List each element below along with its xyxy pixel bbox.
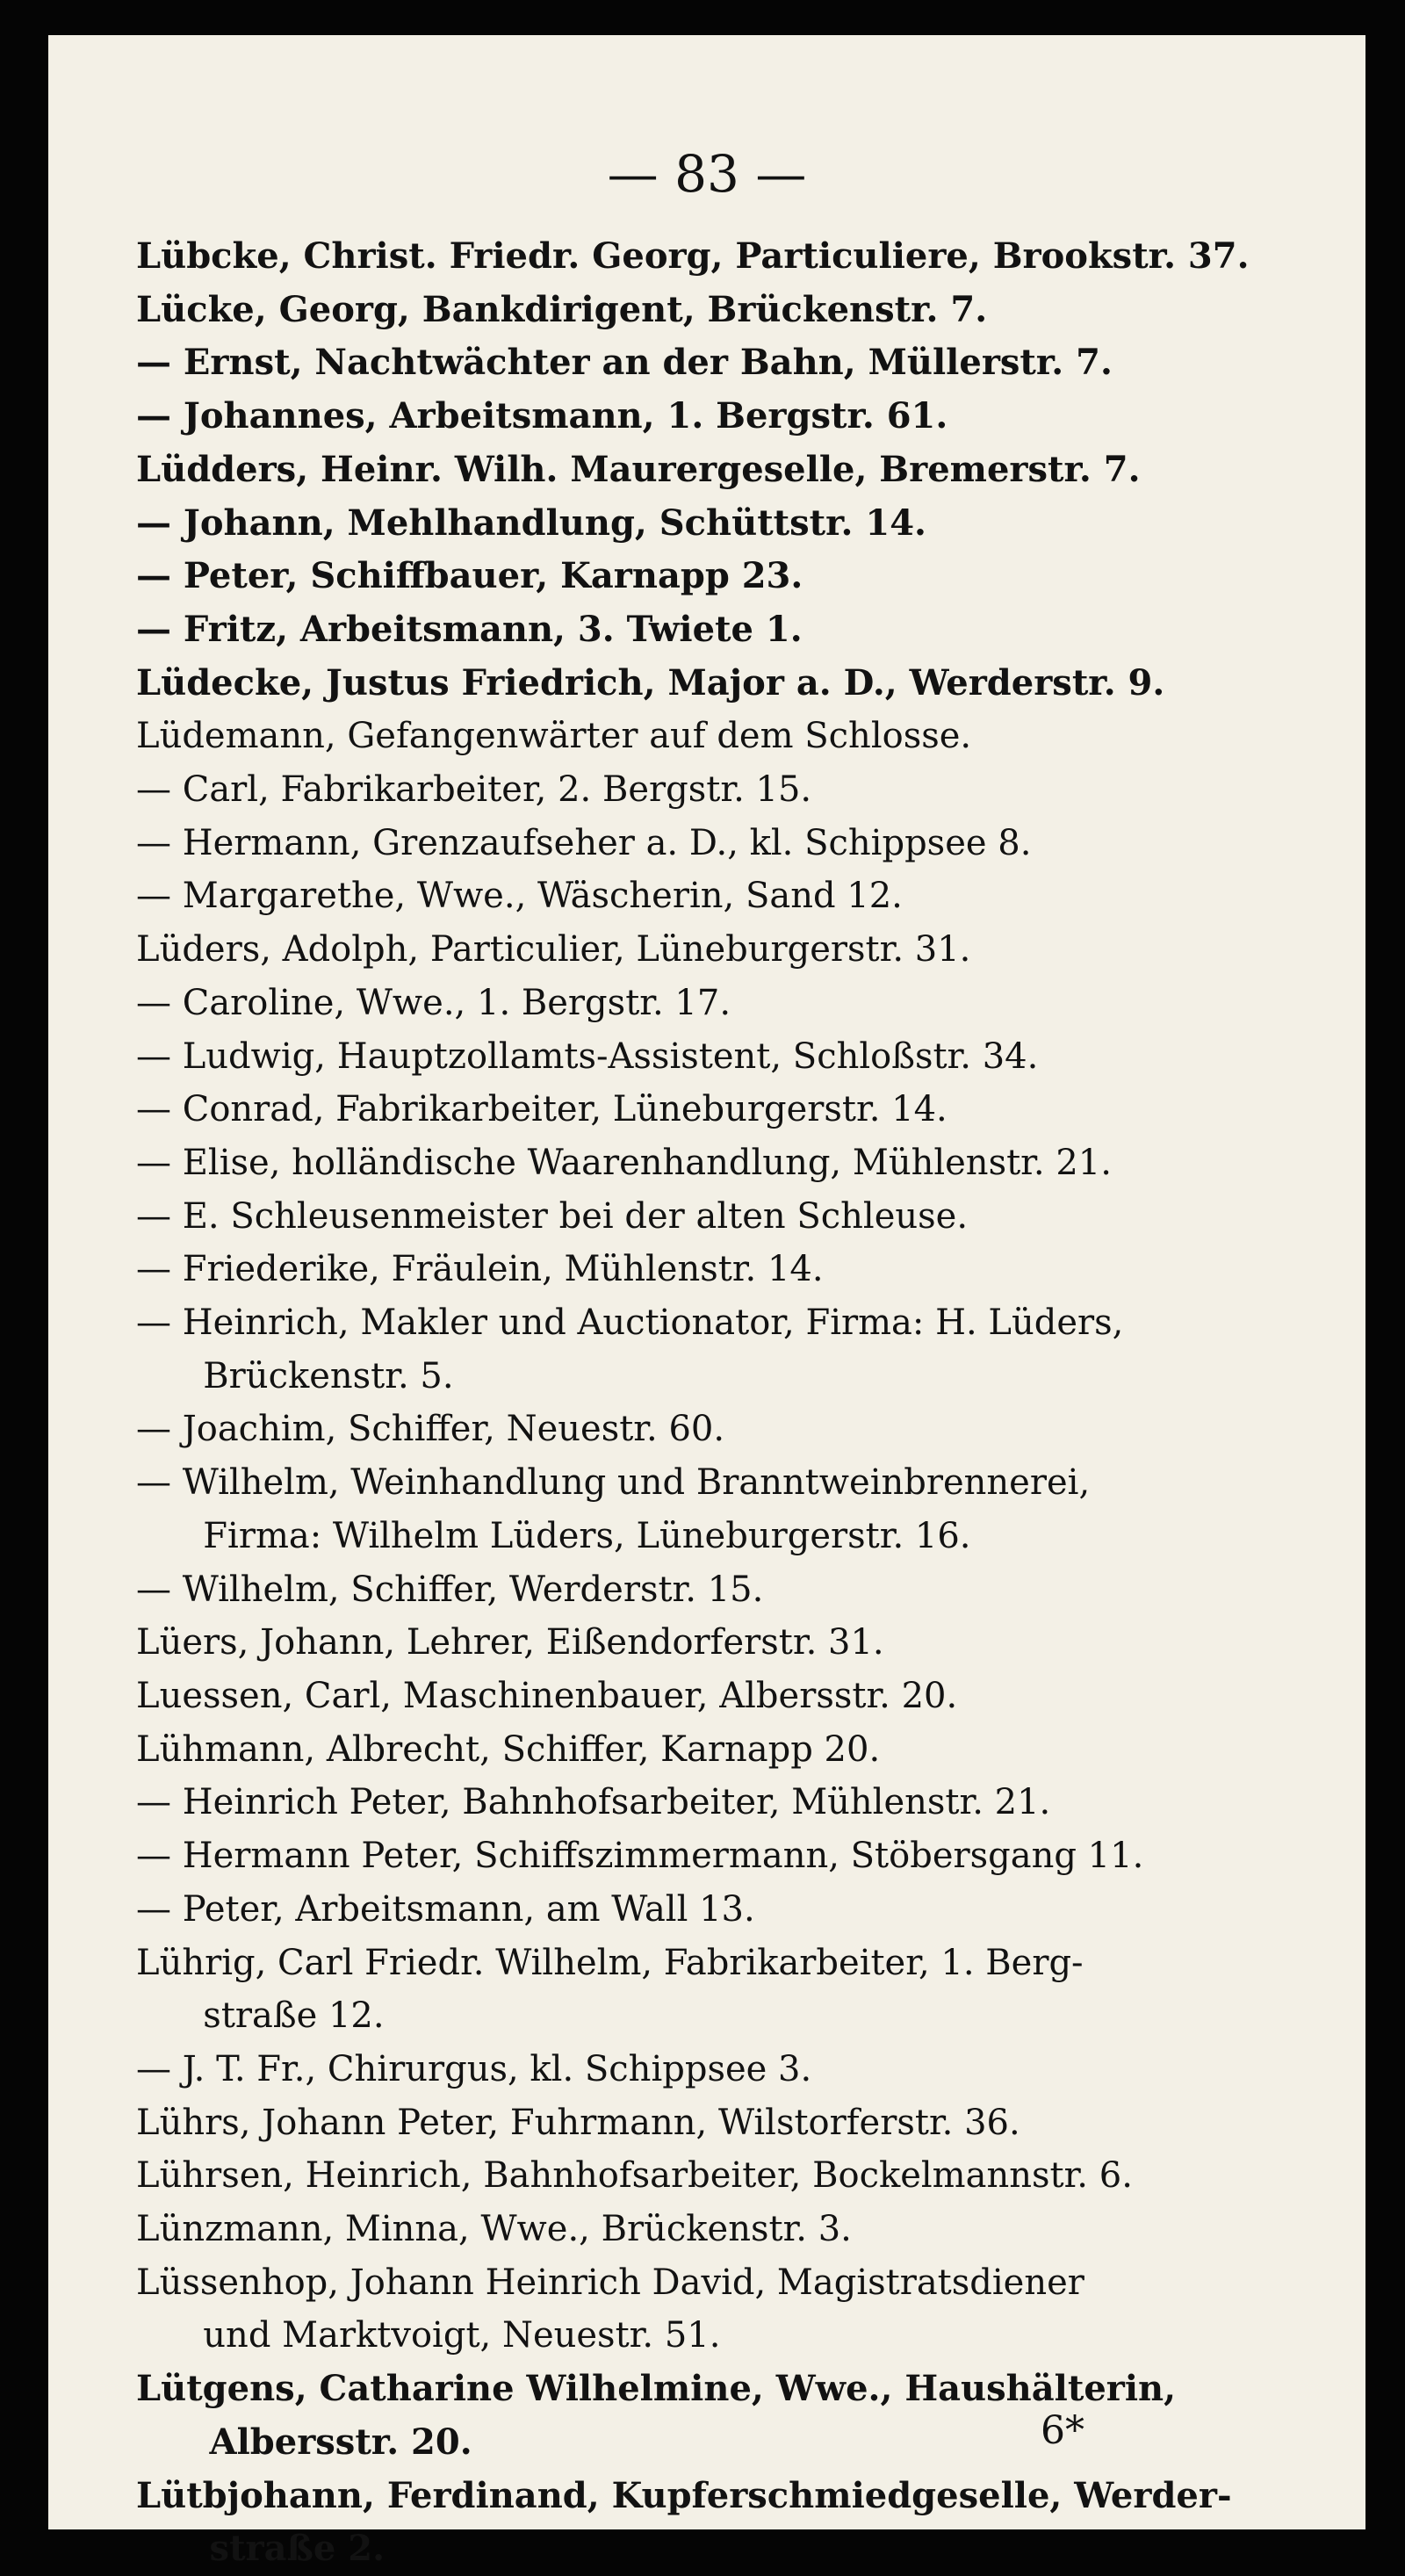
directory-entry: Lüdecke, Justus Friedrich, Major a. D., Werderstr. 9. — [136, 661, 1165, 704]
directory-entry: — Johann, Mehlhandlung, Schüttstr. 14. — [136, 501, 926, 544]
printer-signature-mark: 6* — [1041, 2408, 1084, 2453]
directory-entry: Lühmann, Albrecht, Schiffer, Karnapp 20. — [136, 1728, 881, 1770]
directory-entry: Lünzmann, Minna, Wwe., Brückenstr. 3. — [136, 2209, 852, 2250]
directory-entry: — Fritz, Arbeitsmann, 3. Twiete 1. — [136, 608, 803, 650]
directory-entry: Lüdders, Heinr. Wilh. Maurergeselle, Bremerstr. 7. — [136, 448, 1141, 490]
directory-entry: Lücke, Georg, Bankdirigent, Brückenstr. 7. — [136, 288, 988, 330]
directory-entry: — Hermann Peter, Schiffszimmermann, Stöbersgang 11. — [136, 1836, 1144, 1877]
directory-entry: Lührsen, Heinrich, Bahnhofsarbeiter, Bockelmannstr. 6. — [136, 2155, 1133, 2197]
directory-entry: — Caroline, Wwe., 1. Bergstr. 17. — [136, 982, 731, 1023]
directory-entry: Lüders, Adolph, Particulier, Lüneburgerstr. 31. — [136, 929, 971, 971]
directory-entry: — Hermann, Grenzaufseher a. D., kl. Schippsee 8. — [136, 822, 1032, 863]
directory-entry: Brückenstr. 5. — [136, 1355, 454, 1396]
directory-entry: — Elise, holländische Waarenhandlung, Mühlenstr. 21. — [136, 1142, 1112, 1183]
directory-entry: — Johannes, Arbeitsmann, 1. Bergstr. 61. — [136, 395, 948, 437]
directory-entry: Lütgens, Catharine Wilhelmine, Wwe., Haushälterin, — [136, 2368, 1177, 2410]
directory-entry: — Peter, Schiffbauer, Karnapp 23. — [136, 555, 803, 597]
directory-entry: Lührig, Carl Friedr. Wilhelm, Fabrikarbeiter, 1. Berg- — [136, 1942, 1084, 1983]
directory-entry: Luessen, Carl, Maschinenbauer, Albersstr. 20. — [136, 1675, 958, 1716]
directory-entry: — Heinrich Peter, Bahnhofsarbeiter, Mühlenstr. 21. — [136, 1782, 1051, 1823]
directory-entry: — Friederike, Fräulein, Mühlenstr. 14. — [136, 1249, 824, 1290]
directory-entry: — Joachim, Schiffer, Neuestr. 60. — [136, 1409, 725, 1450]
directory-entry: straße 2. — [136, 2528, 385, 2570]
directory-entry: — Wilhelm, Weinhandlung und Branntweinbrennerei, — [136, 1462, 1091, 1504]
directory-entry: — Ernst, Nachtwächter an der Bahn, Müllerstr. 7. — [136, 342, 1113, 384]
directory-page — [48, 35, 1365, 2570]
page-number: — 83 — — [607, 144, 807, 204]
directory-entry: Lüdemann, Gefangenwärter auf dem Schlosse. — [136, 716, 972, 757]
directory-entry: straße 12. — [136, 1995, 385, 2037]
directory-entry: Lüers, Johann, Lehrer, Eißendorferstr. 31. — [136, 1622, 884, 1663]
directory-entry: — Heinrich, Makler und Auctionator, Firma: H. Lüders, — [136, 1302, 1124, 1344]
directory-entry: — Conrad, Fabrikarbeiter, Lüneburgerstr. 14. — [136, 1089, 947, 1130]
directory-entry: Lüssenhop, Johann Heinrich David, Magistratsdiener — [136, 2262, 1084, 2303]
directory-entry: — Margarethe, Wwe., Wäscherin, Sand 12. — [136, 876, 903, 917]
directory-entry: und Marktvoigt, Neuestr. 51. — [136, 2315, 721, 2356]
directory-entry: — Ludwig, Hauptzollamts-Assistent, Schloßstr. 34. — [136, 1035, 1039, 1077]
directory-entry: — J. T. Fr., Chirurgus, kl. Schippsee 3. — [136, 2048, 812, 2089]
directory-entry: — E. Schleusenmeister bei der alten Schleuse. — [136, 1195, 969, 1237]
directory-entry: Firma: Wilhelm Lüders, Lüneburgerstr. 16. — [136, 1515, 971, 1556]
directory-entry: Albersstr. 20. — [136, 2421, 472, 2463]
directory-entry: Lütbjohann, Ferdinand, Kupferschmiedgeselle, Werder- — [136, 2474, 1232, 2516]
directory-entry: Lührs, Johann Peter, Fuhrmann, Wilstorferstr. 36. — [136, 2102, 1020, 2143]
directory-entry: — Peter, Arbeitsmann, am Wall 13. — [136, 1888, 755, 1930]
directory-entry: Lübcke, Christ. Friedr. Georg, Particuliere, Brookstr. 37. — [136, 235, 1250, 277]
directory-entry: — Carl, Fabrikarbeiter, 2. Bergstr. 15. — [136, 769, 812, 811]
directory-entries — [136, 230, 1330, 2576]
directory-entry: — Wilhelm, Schiffer, Werderstr. 15. — [136, 1569, 764, 1610]
